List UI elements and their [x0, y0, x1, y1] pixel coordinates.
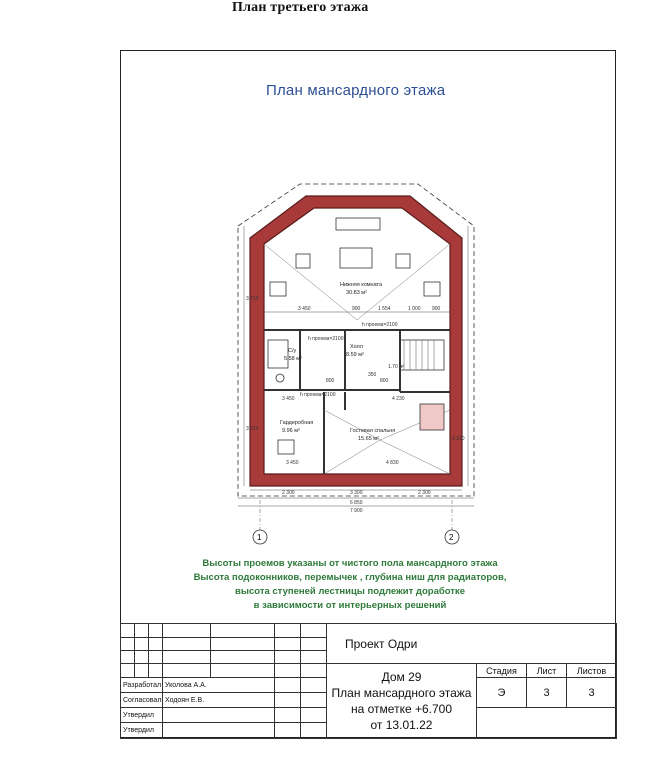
room-wardrobe-name: Гардеробная	[280, 420, 314, 426]
toilet-icon	[276, 374, 284, 382]
note-line: Высота подоконников, перемычек , глубина ниш для радиаторов,	[193, 572, 507, 583]
sheets-header: Листов	[567, 664, 617, 678]
dim-lower-right: 4 830	[386, 460, 399, 466]
dim-top-mid2: 1 554	[378, 306, 391, 312]
dim-left-height2: 3 210	[246, 426, 259, 432]
stair-steps	[404, 340, 434, 370]
dim-lower-left: 3 450	[286, 460, 299, 466]
role-person: Ходоян Е.В.	[163, 693, 275, 708]
role-label: Утвердил	[121, 708, 163, 723]
dim-mid-b: 800	[380, 378, 389, 384]
dim-opening3: h проема=2100	[300, 392, 336, 398]
armchair-icon	[296, 254, 310, 268]
room-hall-area: 8.59 м²	[346, 352, 364, 358]
exterior-walls	[250, 196, 462, 486]
sheet-value: 3	[527, 678, 567, 708]
role-person: Уколова А.А.	[163, 678, 275, 693]
furniture	[268, 218, 444, 454]
dim-right-height: 3 210	[452, 436, 465, 442]
sofa-icon	[336, 218, 380, 230]
window-icon	[424, 282, 440, 296]
room-hall-name: Холл	[350, 344, 363, 350]
room-living-area: 30.83 м²	[346, 290, 367, 296]
doc-title-line: от 13.01.22	[370, 718, 433, 732]
role-label: Разработал	[121, 678, 163, 693]
role-person	[163, 723, 275, 739]
dim-bottom-inner-right: 4 230	[392, 396, 405, 402]
dim-overall2: 7 900	[350, 508, 363, 514]
room-wardrobe-area: 9.96 м²	[282, 428, 300, 434]
room-bath-name: С/у	[288, 348, 297, 354]
dim-opening1: h проема=2100	[362, 322, 398, 328]
axis-label-1: 1	[257, 533, 262, 542]
role-person	[163, 708, 275, 723]
dim-overall1: 6 850	[350, 500, 363, 506]
dim-stair-note: 1.70 м²	[388, 364, 405, 370]
doc-title-line: на отметке +6.700	[351, 702, 452, 716]
window-icon	[278, 440, 294, 454]
dim-top-right: 900	[432, 306, 441, 312]
stage-header: Стадия	[477, 664, 527, 678]
stage-value: Э	[477, 678, 527, 708]
room-bedroom-name: Гостевая спальня	[350, 428, 396, 434]
doc-title-line: Дом 29	[381, 670, 422, 684]
dim-opening2: h проема=2100	[308, 336, 344, 342]
sheets-value: 3	[567, 678, 617, 708]
armchair-icon	[396, 254, 410, 268]
bath-fixture-icon	[268, 340, 288, 368]
room-bedroom-area: 15.65 м²	[358, 436, 379, 442]
window-icon	[270, 282, 286, 296]
title-block	[120, 623, 617, 739]
table-icon	[340, 248, 372, 268]
note-line: в зависимости от интерьерных решений	[253, 600, 447, 611]
project-name: Проект Одри	[327, 624, 617, 664]
outer-wall-outline	[250, 196, 462, 486]
dim-bottom-seg3: 2 300	[418, 490, 431, 496]
room-living-name: Нижняя комната	[340, 282, 383, 288]
notes-block	[150, 557, 550, 613]
page-heading: План третьего этажа	[232, 0, 369, 15]
bed-icon	[420, 404, 444, 430]
dim-top-mid1: 900	[352, 306, 361, 312]
role-label: Утвердил	[121, 723, 163, 739]
plan-title: План мансардного этажа	[266, 82, 446, 99]
dim-top-left: 3 450	[298, 306, 311, 312]
document-title	[327, 664, 477, 739]
role-label: Согласовал	[121, 693, 163, 708]
dim-bottom-seg2: 3 300	[350, 490, 363, 496]
note-line: Высоты проемов указаны от чистого пола мансардного этажа	[202, 558, 498, 569]
dim-left-height: 3 710	[246, 296, 259, 302]
sheet-header: Лист	[527, 664, 567, 678]
axis-label-2: 2	[449, 533, 454, 542]
dim-bottom-seg1: 2 300	[282, 490, 295, 496]
room-bath-area: 5.58 м²	[284, 356, 302, 362]
dim-mid-line: 350	[368, 372, 377, 378]
note-line: высота ступеней лестницы подлежит доработке	[235, 586, 465, 597]
dim-mid-a: 800	[326, 378, 335, 384]
dim-top-mid3: 1 000	[408, 306, 421, 312]
dim-bottom-inner-left: 3 450	[282, 396, 295, 402]
doc-title-line: План мансардного этажа	[331, 686, 472, 700]
